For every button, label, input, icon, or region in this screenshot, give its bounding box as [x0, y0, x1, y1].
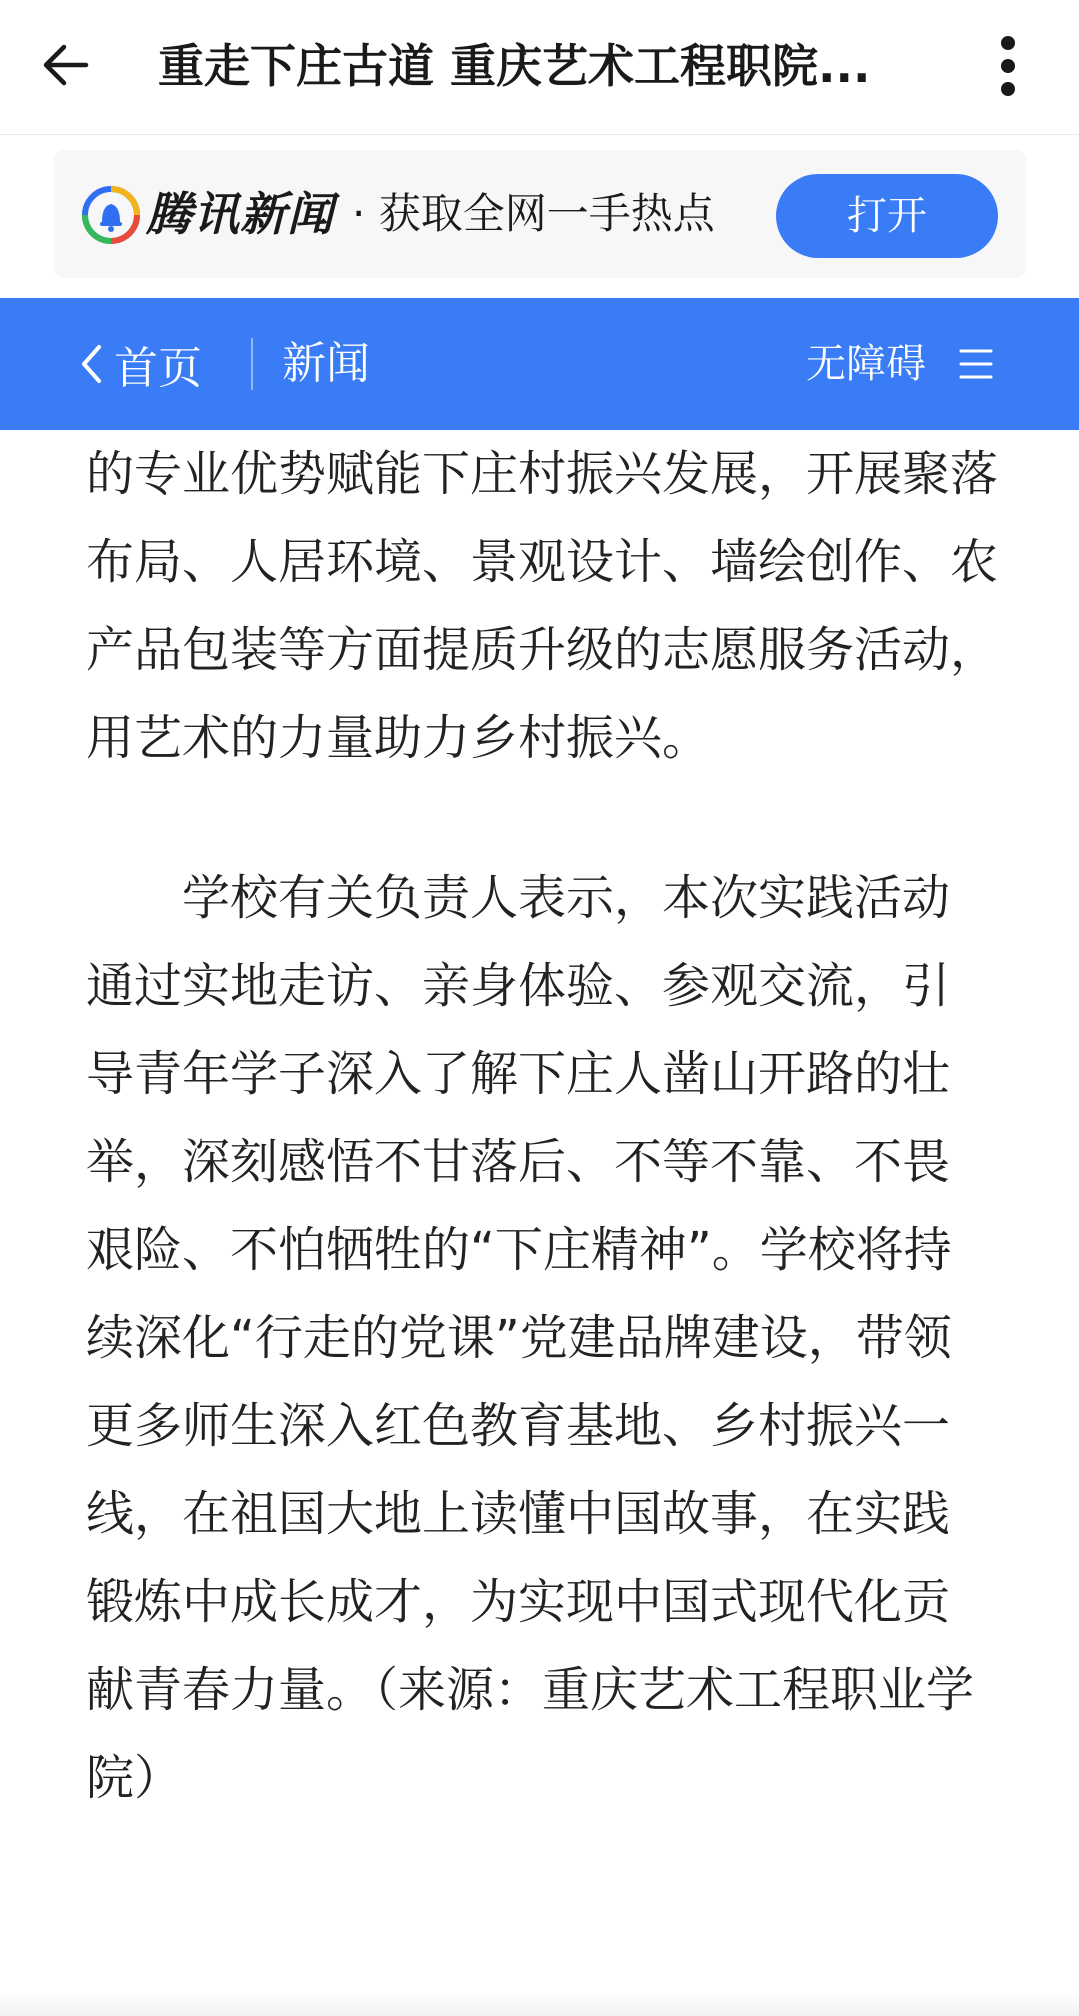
- more-options-button[interactable]: [968, 28, 1048, 104]
- top-app-bar: [0, 0, 1079, 135]
- brand-name: 腾讯新闻: [146, 187, 334, 241]
- back-button[interactable]: [30, 30, 100, 100]
- nav-news-link[interactable]: 新闻: [282, 338, 370, 389]
- article-body: [86, 430, 998, 1822]
- chevron-left-icon: [80, 344, 102, 384]
- menu-button[interactable]: [954, 340, 998, 388]
- article-paragraph: 学校有关负责人表示，本次实践活动通过实地走访、亲身体验、参观交流，引导青年学子深入了解下庄人凿山开路的壮举，深刻感悟不甘落后、不等不靠、不畏艰险、不怕牺牲的“下庄精神”。学校将持续深化“行走的党课”党建品牌建设，带领更多师生深入红色教育基地、乡村振兴一线，在祖国大地上读懂中国故事，在实践锻炼中成长成才，为实现中国式现代化贡献青春力量。（来源：重庆艺术工程职业学院）: [86, 870, 975, 1806]
- open-app-button[interactable]: 打开: [776, 174, 998, 258]
- promo-tagline: · 获取全网一手热点: [352, 189, 715, 238]
- menu-icon: [958, 347, 994, 381]
- nav-home-label: 首页: [114, 343, 202, 394]
- more-vertical-icon: [998, 34, 1018, 98]
- nav-home-link[interactable]: [80, 328, 202, 400]
- nav-divider: [251, 338, 253, 390]
- tencent-news-logo: [82, 186, 140, 244]
- app-promo-banner: [54, 150, 1026, 278]
- bottom-edge: [0, 1992, 1079, 2016]
- article-paragraph: 的专业优势赋能下庄村振兴发展，开展聚落布局、人居环境、景观设计、墙绘创作、农产品包装等方面提质升级的志愿服务活动，用艺术的力量助力乡村振兴。: [86, 446, 999, 766]
- channel-nav-bar: [0, 298, 1079, 430]
- arrow-left-icon: [40, 43, 90, 87]
- accessibility-link[interactable]: 无障碍: [806, 341, 926, 387]
- page-title: 重走下庄古道 重庆艺术工程职院...: [158, 39, 871, 93]
